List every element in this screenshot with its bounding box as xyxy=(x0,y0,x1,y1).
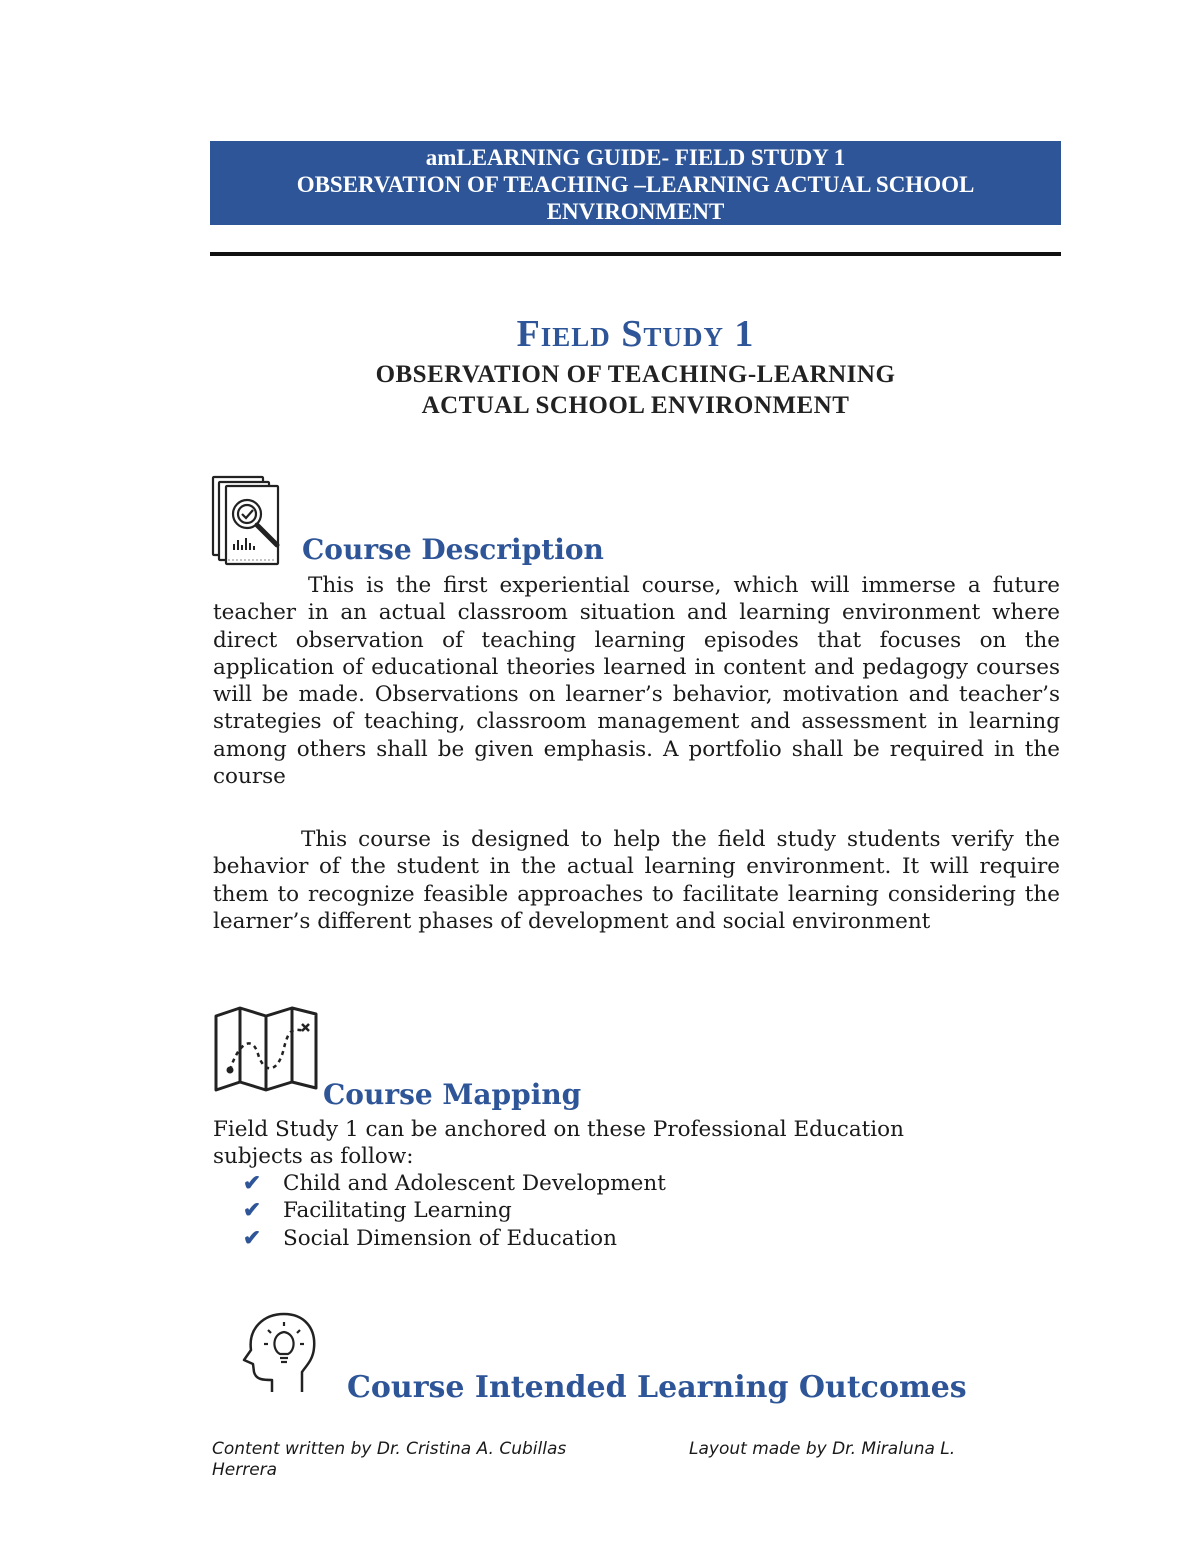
list-item-label: Child and Adolescent Development xyxy=(283,1171,666,1196)
map-route-icon xyxy=(212,1004,322,1094)
course-mapping-intro-2: subjects as follow: xyxy=(213,1144,414,1169)
check-icon: ✔ xyxy=(243,1198,262,1224)
banner-line-1: amLEARNING GUIDE- FIELD STUDY 1 xyxy=(425,145,846,170)
course-description-heading: Course Description xyxy=(302,533,604,566)
outcomes-heading: Course Intended Learning Outcomes xyxy=(347,1370,967,1405)
banner-line-2: OBSERVATION OF TEACHING –LEARNING ACTUAL SCHOOL xyxy=(296,172,975,197)
list-item xyxy=(243,1197,666,1224)
subtitle-line-2: ACTUAL SCHOOL ENVIRONMENT xyxy=(421,392,850,419)
page-title: Field Study 1 xyxy=(516,313,755,355)
header-rule xyxy=(210,252,1061,256)
document-magnifier-icon xyxy=(210,474,298,566)
list-item xyxy=(243,1225,666,1252)
course-description-text-2: This course is designed to help the field study students verify the behavior of the student in the actual learning environment. It will require them to recognize feasible approaches to facilitate learning considering the learner’s different phases of development and social environment xyxy=(213,827,1060,934)
footer-continuation: Herrera xyxy=(212,1460,278,1480)
footer-left: Content written by Dr. Cristina A. Cubillas xyxy=(212,1439,567,1459)
check-icon: ✔ xyxy=(243,1225,262,1251)
course-mapping-list xyxy=(243,1170,666,1252)
course-description-text-1: This is the first experiential course, which will immerse a future teacher in an actual classroom situation and learning environment where direct observation of teaching learning episodes that focuses on the application of educational theories learned in content and pedagogy courses will be made. Observations on learner’s behavior, motivation and teacher’s strategies of teaching, classroom management and assessment in learning among others shall be given emphasis. A portfolio shall be required in the course xyxy=(213,573,1060,790)
head-lightbulb-icon xyxy=(238,1310,320,1394)
page-footer xyxy=(212,1439,1062,1481)
subtitle-line-1: OBSERVATION OF TEACHING-LEARNING xyxy=(375,361,896,388)
footer-right: Layout made by Dr. Miraluna L. xyxy=(689,1439,956,1459)
list-item-label: Social Dimension of Education xyxy=(283,1225,617,1251)
page-subtitle xyxy=(210,359,1061,421)
course-description-paragraph-2 xyxy=(213,826,1060,935)
header-banner xyxy=(210,141,1061,225)
list-item-label: Facilitating Learning xyxy=(283,1198,512,1224)
course-mapping-heading: Course Mapping xyxy=(323,1078,582,1111)
course-description-paragraph-1 xyxy=(213,572,1060,790)
check-icon: ✔ xyxy=(243,1171,262,1196)
course-mapping-intro-1: Field Study 1 can be anchored on these Professional Education xyxy=(213,1117,904,1142)
list-item xyxy=(243,1170,666,1197)
banner-line-3: ENVIRONMENT xyxy=(546,199,725,224)
